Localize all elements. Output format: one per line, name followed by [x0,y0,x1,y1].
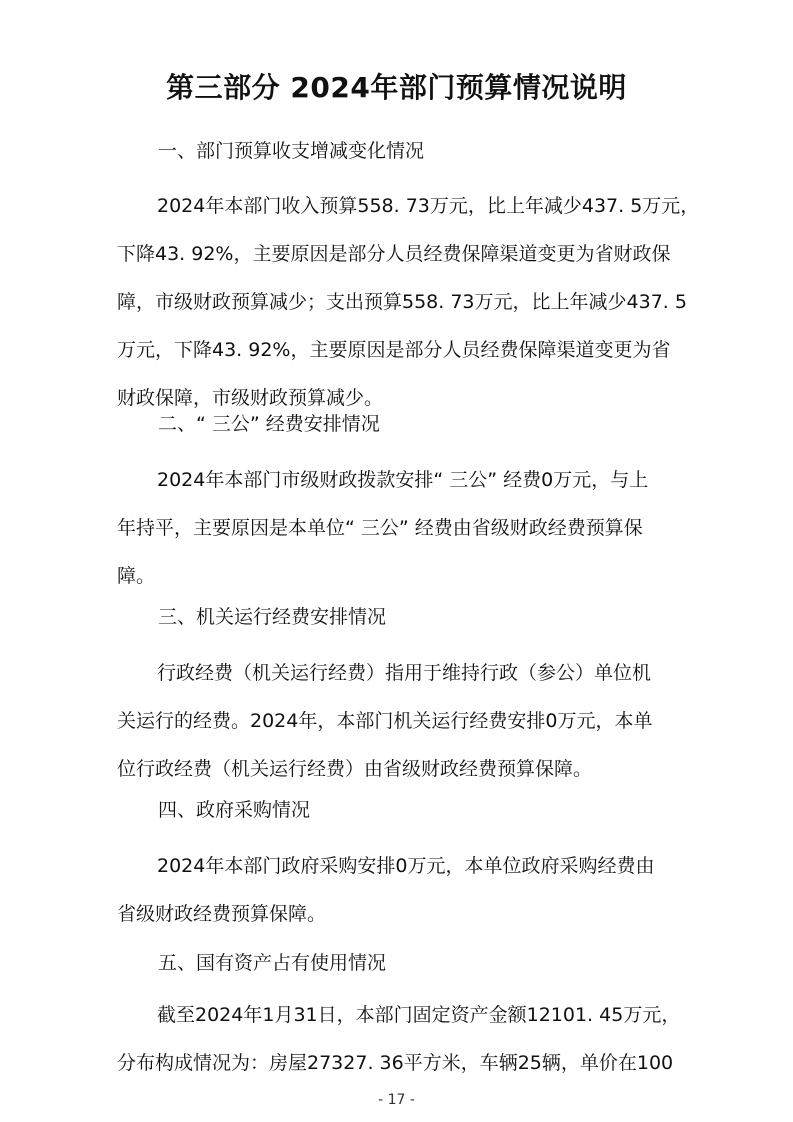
body-line: 行政经费（机关运行经费）指用于维持行政（参公）单位机 [157,662,652,684]
section-body-1 [117,182,700,422]
section-body-4 [117,842,689,938]
body-line: 下降43. 92%，主要原因是部分人员经费保障渠道变更为省财政保 [117,243,671,265]
body-line: 省级财政经费预算保障。 [117,903,327,925]
body-line: 截至2024年1月31日，本部门固定资产金额12101. 45万元， [157,1004,681,1026]
body-line: 财政保障，市级财政预算减少。 [117,387,384,409]
section-heading-5: 五、国有资产占有使用情况 [158,952,387,974]
section-body-2 [117,456,689,600]
section-heading-3: 三、机关运行经费安排情况 [158,606,387,628]
body-line: 位行政经费（机关运行经费）由省级财政经费预算保障。 [117,758,593,780]
page-title: 第三部分 2024年部门预算情况说明 [166,71,627,104]
body-line: 万元，下降43. 92%，主要原因是部分人员经费保障渠道变更为省 [117,339,671,361]
body-line: 分布构成情况为：房屋27327. 36平方米，车辆25辆，单价在100 [117,1052,674,1074]
body-line: 年持平，主要原因是本单位“ 三公” 经费由省级财政经费预算保 [117,517,643,539]
section-body-3 [117,649,689,793]
section-heading-4: 四、政府采购情况 [158,799,311,821]
section-heading-2: 二、“ 三公” 经费安排情况 [158,413,380,435]
body-line: 关运行的经费。2024年，本部门机关运行经费安排0万元，本单 [117,710,653,732]
section-body-5 [117,991,689,1087]
body-line: 2024年本部门收入预算558. 73万元，比上年减少437. 5万元， [157,195,700,217]
body-line: 障。 [117,565,156,587]
body-line: 2024年本部门市级财政拨款安排“ 三公” 经费0万元，与上 [157,469,649,491]
page-number: - 17 - [378,1092,415,1108]
body-line: 2024年本部门政府采购安排0万元，本单位政府采购经费由 [157,855,655,877]
body-line: 障，市级财政预算减少；支出预算558. 73万元，比上年减少437. 5 [117,291,687,313]
section-heading-1: 一、部门预算收支增减变化情况 [158,140,425,162]
